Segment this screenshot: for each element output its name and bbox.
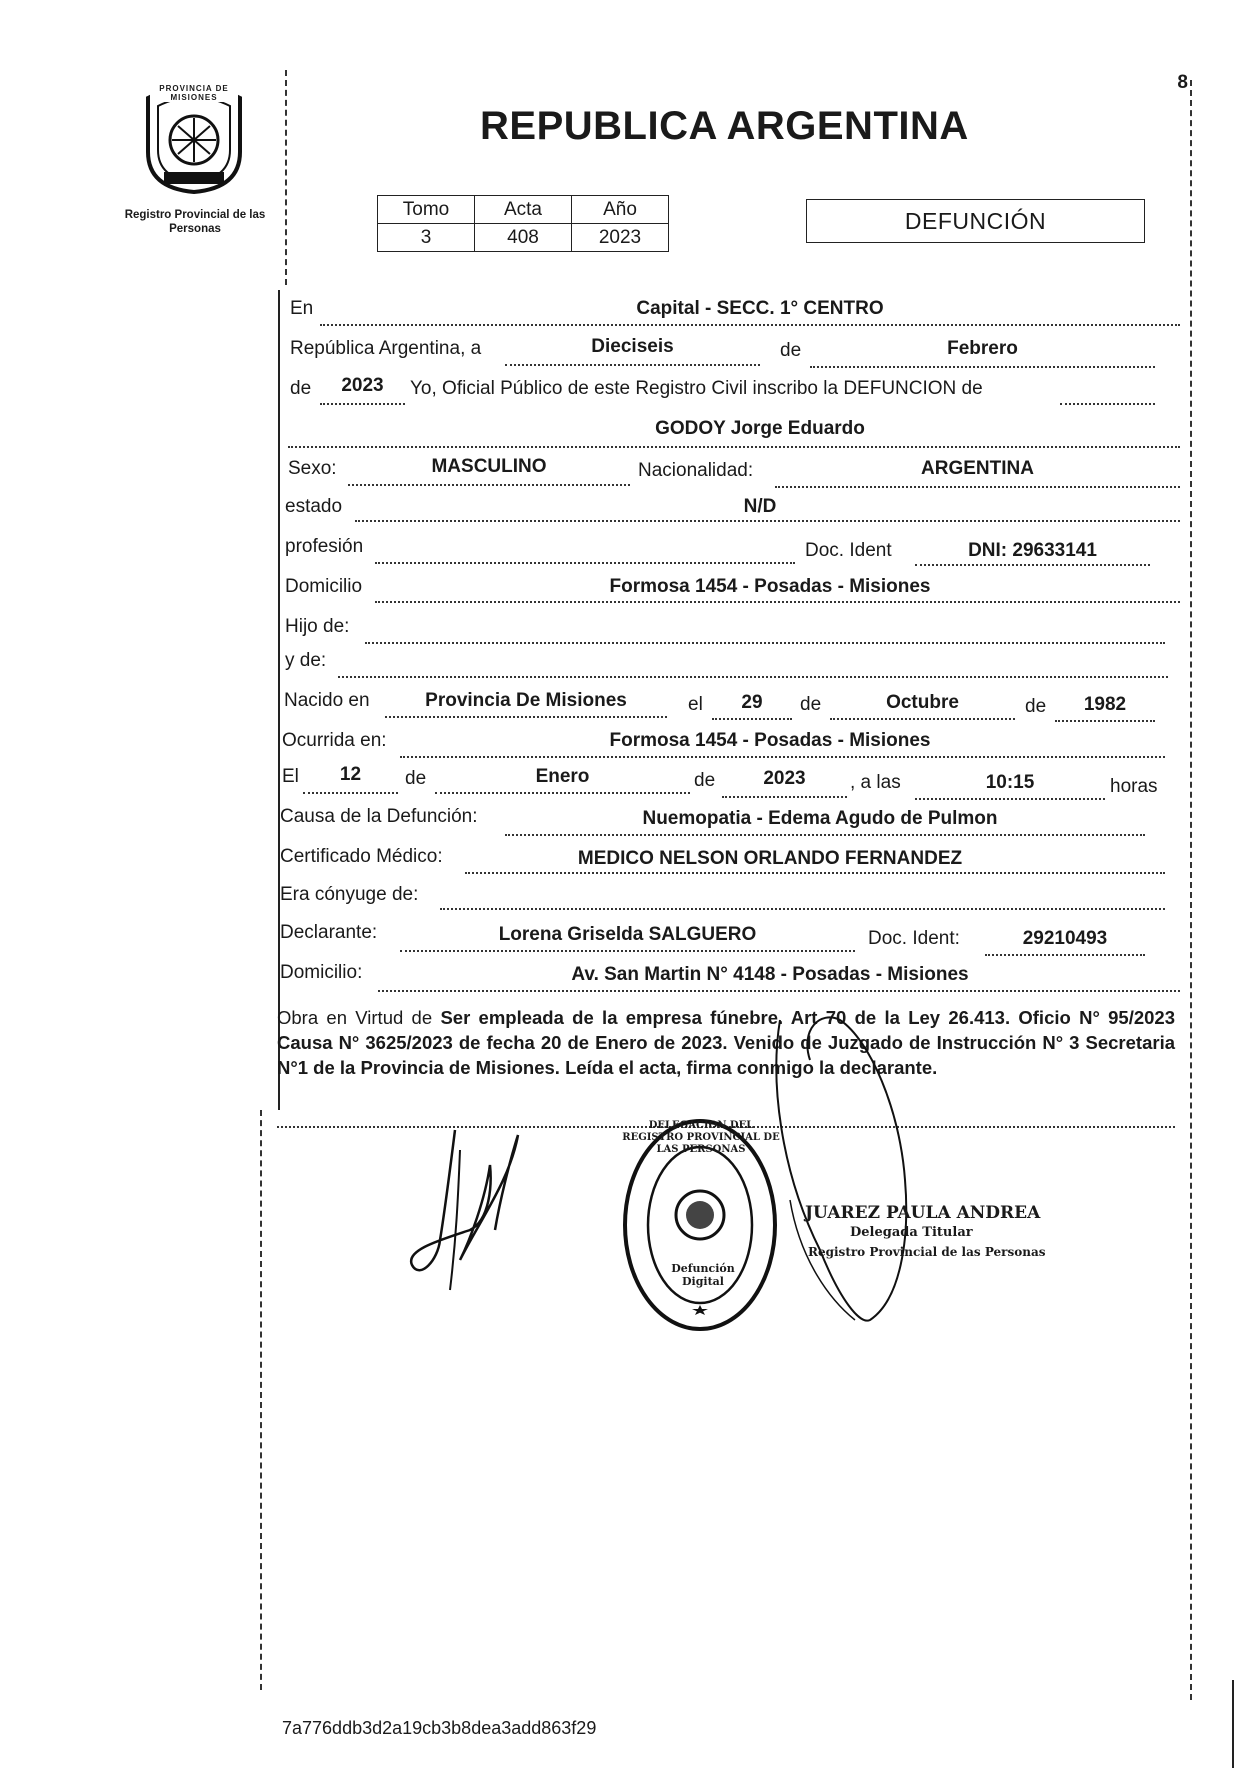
domicilio2-value: Av. San Martin N° 4148 - Posadas - Misiones: [571, 964, 969, 985]
muerte-anio-underline: [722, 796, 847, 798]
nacido-anio-underline: [1055, 720, 1155, 722]
stamp-outer-text: DELEGACION DEL REGISTRO PROVINCIAL DE LAS PERSONAS: [622, 1120, 780, 1155]
doc-ident-value: DNI: 29633141: [968, 540, 1097, 561]
page-title: REPUBLICA ARGENTINA: [480, 104, 969, 148]
nacionalidad-underline: [775, 486, 1180, 488]
estado-label: estado: [285, 496, 343, 517]
month-value: Febrero: [947, 338, 1018, 359]
domicilio-value: Formosa 1454 - Posadas - Misiones: [609, 576, 931, 597]
de-muerte-mes-label: de: [405, 768, 427, 789]
de-year-label: de: [290, 378, 312, 399]
muerte-anio-value: 2023: [763, 768, 806, 789]
declarante-underline: [400, 950, 855, 952]
conyuge-label: Era cónyuge de:: [280, 884, 419, 905]
sexo-value: MASCULINO: [431, 456, 547, 477]
el-label: el: [688, 694, 703, 715]
muerte-dia-underline: [303, 792, 398, 794]
sexo-label: Sexo:: [288, 458, 337, 479]
page-number: 8: [1177, 72, 1188, 93]
register-table: [377, 195, 669, 252]
en-label: En: [290, 298, 314, 319]
day-underline: [505, 364, 760, 366]
register-header-acta: Acta: [475, 196, 572, 224]
declarante-label: Declarante:: [280, 922, 378, 943]
document-hash: 7a776ddb3d2a19cb3b8dea3add863f29: [282, 1718, 597, 1738]
day-value: Dieciseis: [591, 336, 674, 357]
causa-label: Causa de la Defunción:: [280, 806, 478, 827]
organization-name: Registro Provincial de las Personas: [124, 209, 266, 235]
sexo-underline: [348, 484, 630, 486]
place-value: Capital - SECC. 1° CENTRO: [636, 298, 884, 319]
form-left-border: [278, 290, 280, 1110]
de-muerte-anio-label: de: [694, 770, 716, 791]
doc-ident2-underline: [985, 954, 1145, 956]
doc-ident-underline: [915, 564, 1150, 566]
causa-value: Nuemopatia - Edema Agudo de Pulmon: [642, 808, 998, 829]
domicilio2-label: Domicilio:: [280, 962, 363, 983]
certificado-underline: [465, 872, 1165, 874]
doc-ident2-label: Doc. Ident:: [868, 928, 960, 949]
ocurrida-underline: [400, 756, 1165, 758]
hora-underline: [915, 798, 1105, 800]
nacido-mes-value: Octubre: [886, 692, 959, 713]
declarante-value: Lorena Griselda SALGUERO: [498, 924, 757, 945]
place-underline: [320, 324, 1180, 326]
de-mes-label: de: [800, 694, 822, 715]
domicilio-underline: [375, 601, 1180, 603]
year-value: 2023: [341, 375, 384, 396]
year-underline: [320, 403, 405, 405]
horas-label: horas: [1110, 776, 1158, 797]
certificado-value: MEDICO NELSON ORLANDO FERNANDEZ: [577, 848, 963, 869]
el-cap-label: El: [282, 766, 299, 787]
obra-paragraph: [277, 1005, 1175, 1080]
declarant-signature: [400, 1090, 550, 1315]
register-value-anio: 2023: [572, 224, 669, 252]
nacido-lugar-value: Provincia De Misiones: [425, 690, 627, 711]
ocurrida-label: Ocurrida en:: [282, 730, 387, 751]
nacido-lugar-underline: [385, 716, 667, 718]
yde-underline: [338, 676, 1168, 678]
muerte-mes-underline: [435, 792, 690, 794]
deceased-name: GODOY Jorge Eduardo: [655, 418, 865, 439]
left-margin-line-lower: [260, 1110, 262, 1690]
register-value-acta: 408: [475, 224, 572, 252]
registrar-role: Delegada Titular: [850, 1225, 973, 1240]
register-value-tomo: 3: [378, 224, 475, 252]
causa-underline: [505, 834, 1145, 836]
far-right-edge-line: [1232, 1680, 1234, 1768]
profesion-label: profesión: [285, 536, 364, 557]
doc-ident-label: Doc. Ident: [805, 540, 892, 561]
doc-ident2-value: 29210493: [1022, 928, 1108, 949]
name-underline: [288, 446, 1180, 448]
register-table-header-row: [378, 196, 669, 224]
domicilio2-underline: [378, 990, 1180, 992]
handwritten-signature-icon: [400, 1090, 550, 1310]
nacido-dia-value: 29: [741, 692, 763, 713]
estado-value: N/D: [743, 496, 777, 517]
left-margin-line: [285, 70, 287, 285]
de-anio-label: de: [1025, 696, 1047, 717]
signature-flourish-icon: [760, 1000, 950, 1330]
muerte-dia-value: 12: [339, 764, 362, 785]
nacido-label: Nacido en: [284, 690, 370, 711]
hora-value: 10:15: [985, 772, 1035, 793]
republica-label: República Argentina, a: [290, 338, 482, 359]
stamp-inner-text: Defunción Digital: [671, 1262, 735, 1288]
nacido-anio-value: 1982: [1083, 694, 1127, 715]
obra-text: Ser empleada de la empresa fúnebre. Art 70 de la Ley 26.413. Oficio N° 95/2023 Causa N° 3625/2023 de fecha 20 de Enero de 2023. Venido de Juzgado de Instrucción N° 3 Secretaria N°1 de la Provincia de Misiones. Leída el acta, firma conmigo la declarante.: [277, 1007, 1175, 1078]
nacido-mes-underline: [830, 718, 1015, 720]
a-las-label: , a las: [850, 772, 901, 793]
domicilio-label: Domicilio: [285, 576, 363, 597]
registrar-name: JUAREZ PAULA ANDREA: [805, 1203, 1041, 1223]
register-header-tomo: Tomo: [378, 196, 475, 224]
right-margin-line: [1190, 80, 1192, 1700]
register-table-value-row: [378, 224, 669, 252]
record-type-box: DEFUNCIÓN: [806, 199, 1145, 243]
estado-underline: [355, 520, 1180, 522]
month-underline: [810, 366, 1155, 368]
nacionalidad-value: ARGENTINA: [921, 458, 1034, 479]
yo-text: Yo, Oficial Público de este Registro Civil inscribo la DEFUNCION de: [410, 378, 983, 399]
register-header-anio: Año: [572, 196, 669, 224]
conyuge-underline: [440, 908, 1165, 910]
hijo-underline: [365, 642, 1165, 644]
nacido-dia-underline: [712, 718, 792, 720]
certificado-label: Certificado Médico:: [280, 846, 443, 867]
obra-label: Obra en Virtud de: [277, 1007, 433, 1028]
ocurrida-value: Formosa 1454 - Posadas - Misiones: [609, 730, 931, 751]
yo-underline: [1060, 403, 1155, 405]
nacionalidad-label: Nacionalidad:: [638, 460, 754, 481]
seal-caption: PROVINCIA DE MISIONES: [150, 84, 238, 102]
hijo-label: Hijo de:: [285, 616, 350, 637]
de-label: de: [780, 340, 802, 361]
registrar-org: Registro Provincial de las Personas: [808, 1245, 1046, 1259]
profesion-underline: [375, 562, 795, 564]
muerte-mes-value: Enero: [535, 766, 590, 787]
yde-label: y de:: [285, 650, 327, 671]
registrar-signature: [760, 1000, 950, 1335]
